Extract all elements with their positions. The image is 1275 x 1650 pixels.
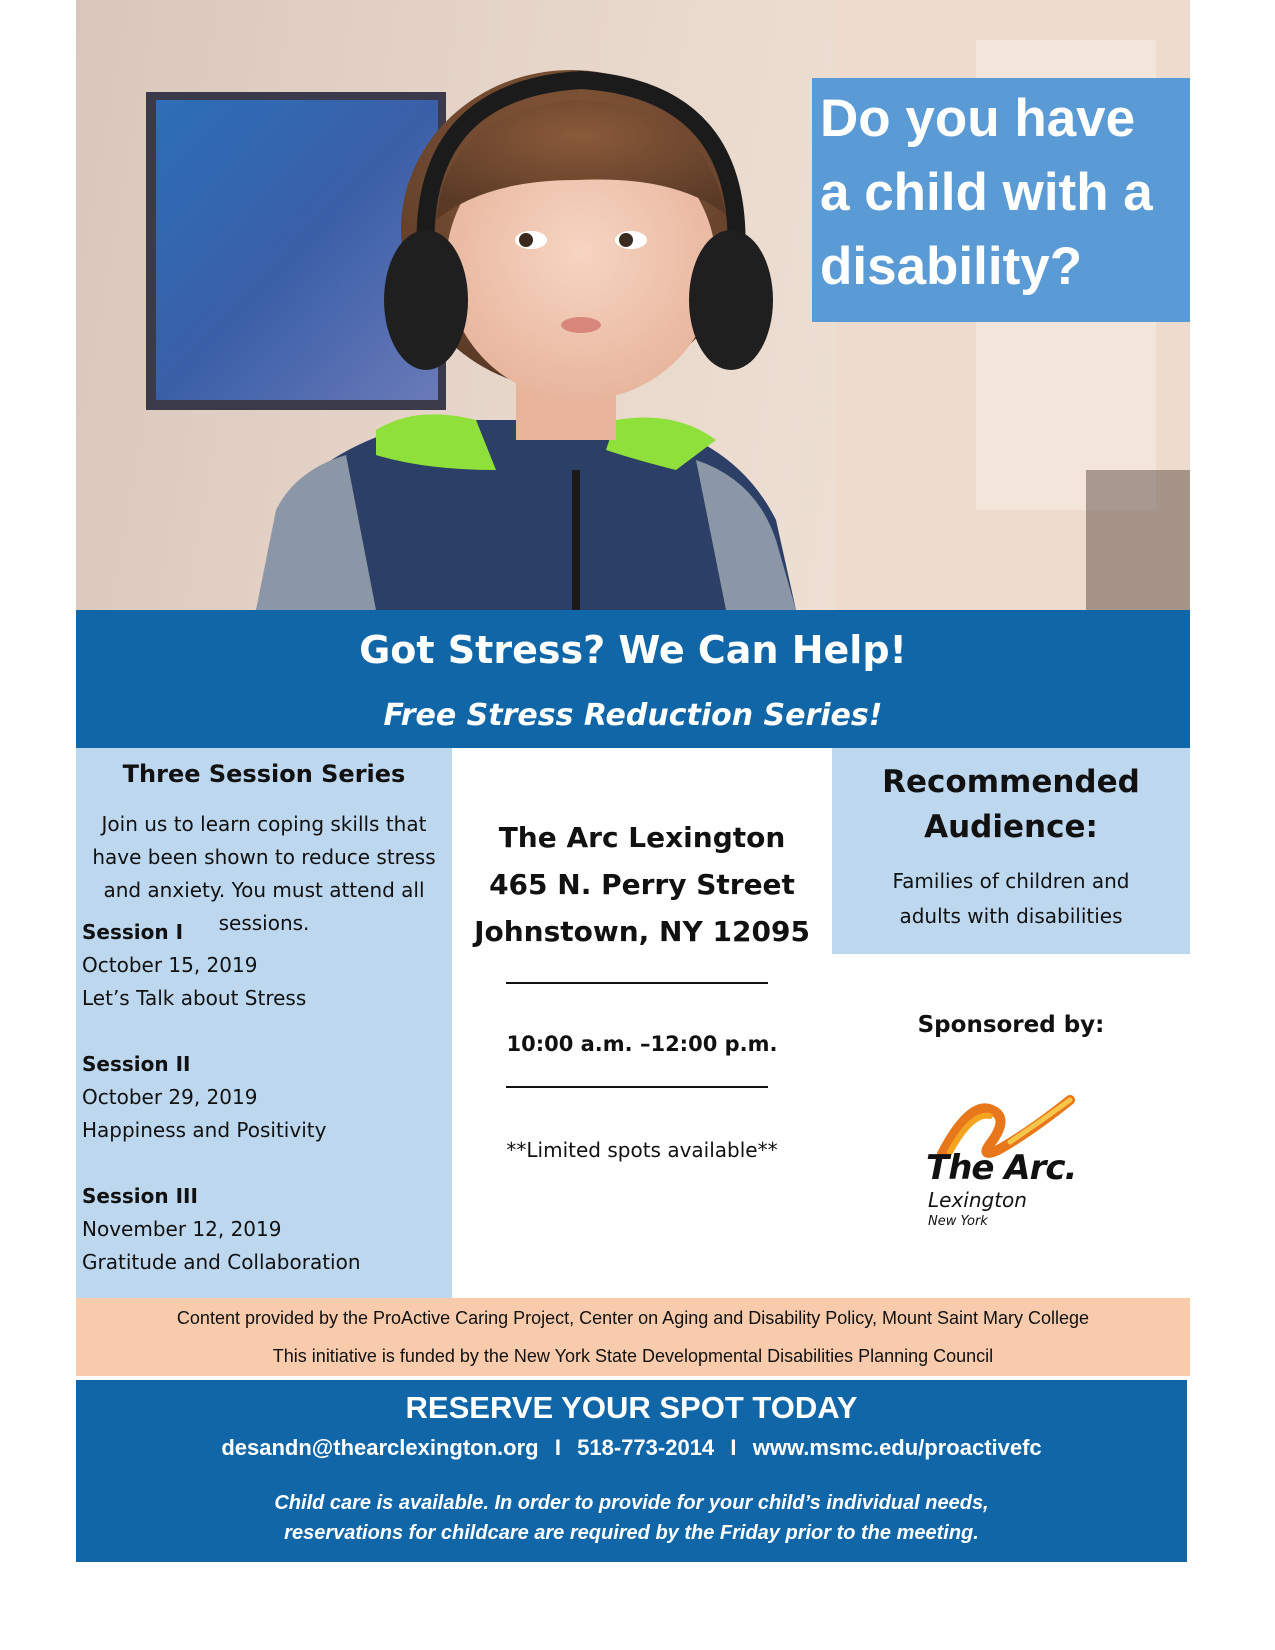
credits-band [76,1298,1190,1376]
credits-line-1: Content provided by the ProActive Caring Project, Center on Aging and Disability Policy, Mount Saint Mary College [176,1308,1090,1328]
session-2 [82,1048,326,1147]
arc-logo-state: New York [928,1214,988,1229]
session-topic: Happiness and Positivity [82,1118,327,1142]
venue-address [452,814,832,955]
venue-column [452,748,832,1298]
audience-title: Recommended Audience: [882,764,1140,845]
session-date: October 29, 2019 [82,1085,258,1109]
band-subtitle: Free Stress Reduction Series! [383,698,883,733]
venue-name: The Arc Lexington [498,821,786,854]
arc-logo-sub: Lexington [928,1188,1027,1212]
session-name: Session I [82,920,184,944]
limited-spots: **Limited spots available** [506,1138,778,1162]
contact-line[interactable]: desandn@thearclexington.org I 518-773-2014 I www.msmc.edu/proactivefc [221,1435,1042,1460]
sponsor-label: Sponsored by: [917,1012,1105,1038]
stress-band [76,610,1190,748]
session-3 [82,1180,361,1279]
session-date: November 12, 2019 [82,1217,282,1241]
reserve-title: RESERVE YOUR SPOT TODAY [405,1390,858,1425]
hero-photo [76,0,1190,610]
divider [506,982,768,984]
reserve-band [76,1380,1187,1562]
childcare-note: Child care is available. In order to provide for your child’s individual needs, reservations for childcare are required by the Friday prior to the meeting. [274,1492,989,1544]
session-name: Session III [82,1184,198,1208]
session-topic: Let’s Talk about Stress [82,986,307,1010]
credits-line-2: This initiative is funded by the New York State Developmental Disabilities Planning Council [272,1346,994,1366]
session-name: Session II [82,1052,191,1076]
audience-box [832,748,1190,954]
divider [506,1086,768,1088]
session-series-title: Three Session Series [122,760,406,788]
session-date: October 15, 2019 [82,953,258,977]
arc-logo-name: The Arc. [926,1148,1077,1188]
headline: Do you have a child with a disability? [820,89,1153,296]
session-1 [82,916,306,1015]
headline-box [812,78,1190,322]
venue-city: Johnstown, NY 12095 [474,915,810,948]
event-time: 10:00 a.m. –12:00 p.m. [506,1032,778,1056]
session-column [76,748,452,1298]
session-intro: Join us to learn coping skills that have been shown to reduce stress and anxiety. You must attend all sessions. [92,812,436,935]
band-title: Got Stress? We Can Help! [359,628,907,672]
session-topic: Gratitude and Collaboration [82,1250,361,1274]
audience-text: Families of children and adults with disabilities [892,869,1130,928]
venue-street: 465 N. Perry Street [489,868,795,901]
